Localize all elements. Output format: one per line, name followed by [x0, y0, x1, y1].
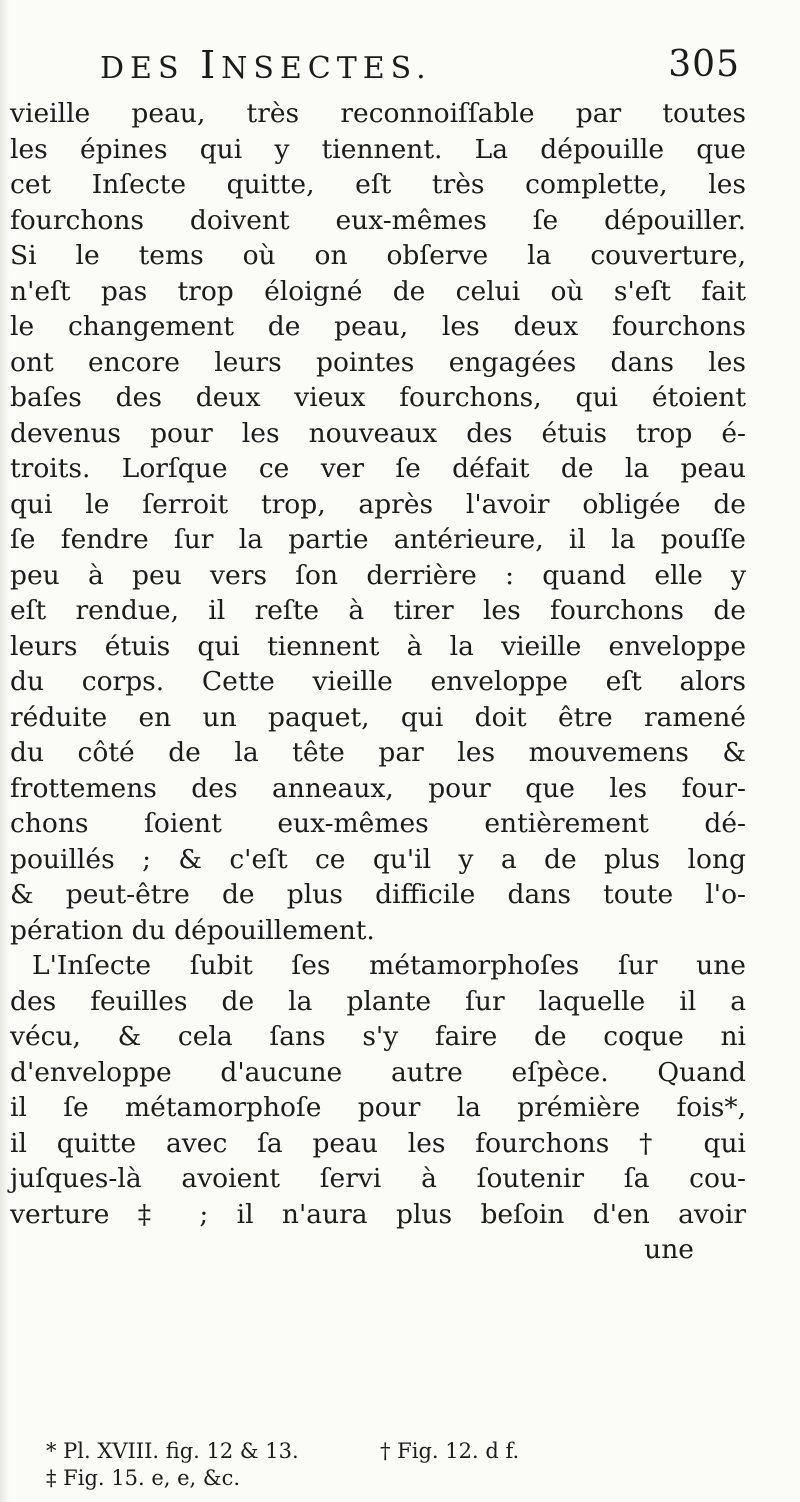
catchword: une	[644, 1234, 694, 1265]
footnotes	[46, 1438, 746, 1492]
text-line-8: ont encore leurs pointes engagées dans les	[10, 346, 746, 378]
footnote-figure-reference: † Fig. 12. d f.	[380, 1439, 520, 1463]
text-line-22: pouillés ; & c'eſt ce qu'il y a de plus long	[10, 843, 746, 875]
text-line-18: réduite en un paquet, qui doit être ramené	[10, 701, 746, 733]
footnote-plate-reference: * Pl. XVIII. fig. 12 & 13.	[46, 1439, 299, 1463]
text-line-1: vieille peau, très reconnoiſſable par toutes	[10, 98, 746, 129]
text-line-3: cet Inſecte quitte, eſt très complette, les	[10, 169, 746, 200]
footnote-figure-reference-2: ‡ Fig. 15. e, e, &c.	[46, 1466, 241, 1490]
text-line-11: troits. Lorſque ce ver ſe défait de la peau	[10, 453, 746, 484]
running-head-initial: I	[200, 43, 222, 87]
footnote-row-1	[46, 1438, 746, 1465]
text-line-16: leurs étuis qui tiennent à la vieille enveloppe	[10, 630, 746, 662]
text-line-25: L'Inſecte ſubit ſes métamorphoſes ſur une	[32, 950, 746, 981]
text-line-12: qui le ſerroit trop, après l'avoir obligée de	[10, 488, 746, 520]
text-line-13: ſe fendre ſur la partie antérieure, il la pouſſe	[10, 524, 746, 555]
text-line-17: du corps. Cette vieille enveloppe eſt alors	[10, 666, 746, 697]
text-line-29: il ſe métamorphoſe pour la prémière fois*,	[10, 1092, 746, 1123]
text-line-30: il quitte avec ſa peau les fourchons † qui	[10, 1127, 746, 1159]
text-line-27: vécu, & cela ſans s'y faire de coque ni	[10, 1021, 746, 1052]
page-gutter-edge	[0, 0, 9, 1502]
text-line-19: du côté de la tête par les mouvemens &	[10, 737, 746, 768]
text-line-5: Si le tems où on obſerve la couverture,	[10, 240, 746, 271]
text-line-15: eſt rendue, il reſte à tirer les fourchons de	[10, 595, 746, 626]
text-line-6: n'eſt pas trop éloigné de celui où s'eſt fait	[10, 275, 746, 307]
text-line-2: les épines qui y tiennent. La dépouille que	[10, 133, 746, 165]
page-number: 305	[668, 44, 740, 85]
text-line-31: juſques-là avoient ſervi à ſoutenir ſa cou-	[10, 1163, 746, 1194]
text-line-24: pération du dépouillement.	[10, 914, 375, 946]
text-line-20: frottemens des anneaux, pour que les four-	[10, 772, 746, 804]
running-head-prefix: DES	[100, 51, 185, 86]
running-head-rest: NSECTES.	[221, 51, 432, 86]
text-line-32: verture ‡ ; il n'aura plus beſoin d'en avoir	[10, 1198, 746, 1230]
text-line-21: chons ſoient eux-mêmes entièrement dé-	[10, 808, 746, 839]
text-line-23: & peut-être de plus difficile dans toute l'o-	[10, 879, 746, 910]
text-line-14: peu à peu vers ſon derrière : quand elle y	[10, 559, 746, 591]
footnote-row-2	[46, 1465, 746, 1492]
text-line-9: baſes des deux vieux fourchons, qui étoient	[10, 382, 746, 413]
running-head	[90, 40, 740, 90]
text-line-10: devenus pour les nouveaux des étuis trop é-	[10, 417, 746, 449]
text-line-26: des feuilles de la plante ſur laquelle il a	[10, 985, 746, 1017]
text-line-4: fourchons doivent eux-mêmes ſe dépouiller.	[10, 204, 746, 236]
body-text	[10, 96, 746, 1268]
text-line-28: d'enveloppe d'aucune autre eſpèce. Quand	[10, 1056, 746, 1088]
text-line-7: le changement de peau, les deux fourchons	[10, 311, 746, 342]
running-head-title	[100, 40, 432, 94]
